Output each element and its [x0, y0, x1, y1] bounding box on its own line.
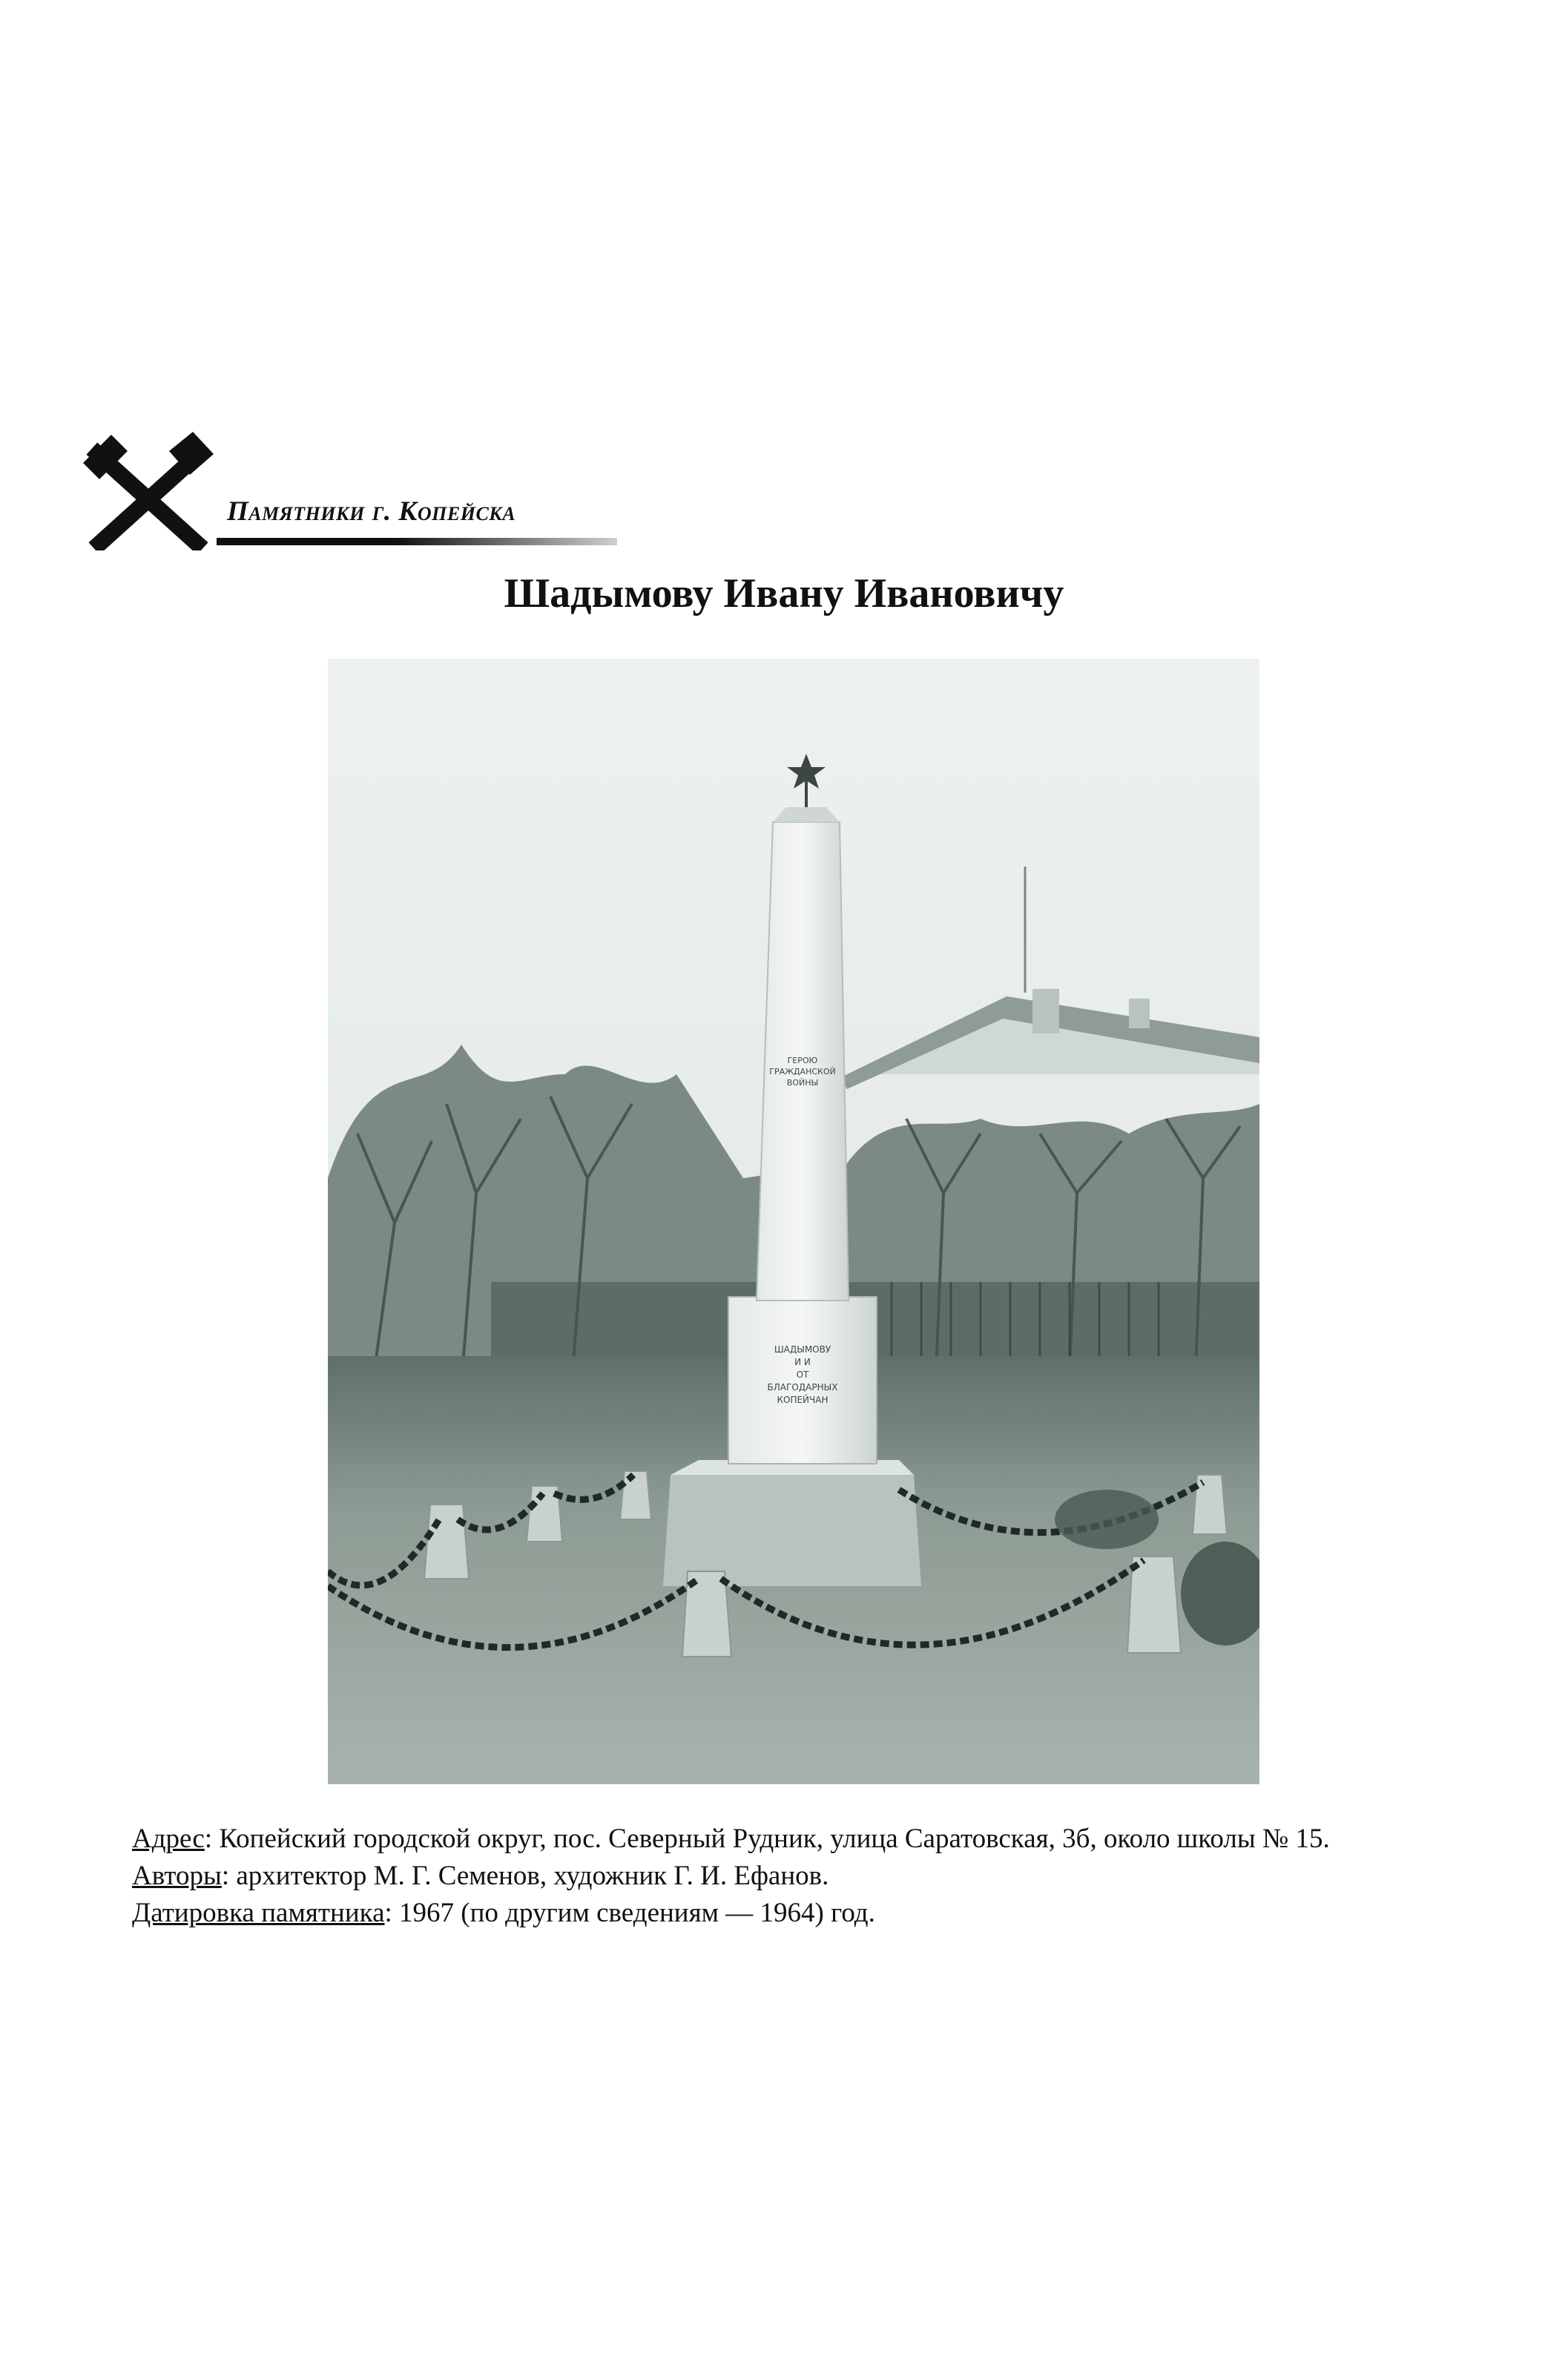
- crossed-hammers-icon: [82, 432, 215, 550]
- authors-value: : архитектор М. Г. Семенов, художник Г. И. Ефанов.: [221, 1861, 829, 1891]
- inscription-base-line-4: БЛАГОДАРНЫХ: [767, 1382, 838, 1393]
- inscription-base-line-1: ШАДЫМОВУ: [774, 1344, 831, 1355]
- monument-photo: [328, 659, 1259, 1784]
- series-title: Памятники г. Копейска: [227, 496, 516, 527]
- address-label: Адрес: [132, 1824, 205, 1854]
- inscription-base-line-3: ОТ: [796, 1370, 809, 1380]
- inscription-base-line-2: И И: [794, 1357, 811, 1367]
- inscription-top-line-2: ГРАЖДАНСКОЙ: [769, 1067, 836, 1076]
- address-value: : Копейский городской округ, пос. Северный Рудник, улица Саратовская, 3б, около школы № 15.: [204, 1824, 1330, 1854]
- page-title: Шадымову Ивану Ивановичу: [504, 571, 1064, 617]
- header-divider: [217, 538, 617, 545]
- monument-details: [88, 1821, 1500, 1932]
- authors-paragraph: [88, 1858, 1500, 1895]
- inscription-top-line-1: ГЕРОЮ: [787, 1056, 818, 1065]
- inscription-top-line-3: ВОЙНЫ: [786, 1078, 819, 1088]
- address-paragraph: [88, 1821, 1500, 1858]
- date-paragraph: [88, 1895, 1500, 1932]
- authors-label: Авторы: [132, 1861, 222, 1891]
- inscription-base-line-5: КОПЕЙЧАН: [777, 1395, 829, 1405]
- date-label: Датировка памятника: [132, 1898, 385, 1928]
- date-value: : 1967 (по другим сведениям — 1964) год.: [384, 1898, 875, 1928]
